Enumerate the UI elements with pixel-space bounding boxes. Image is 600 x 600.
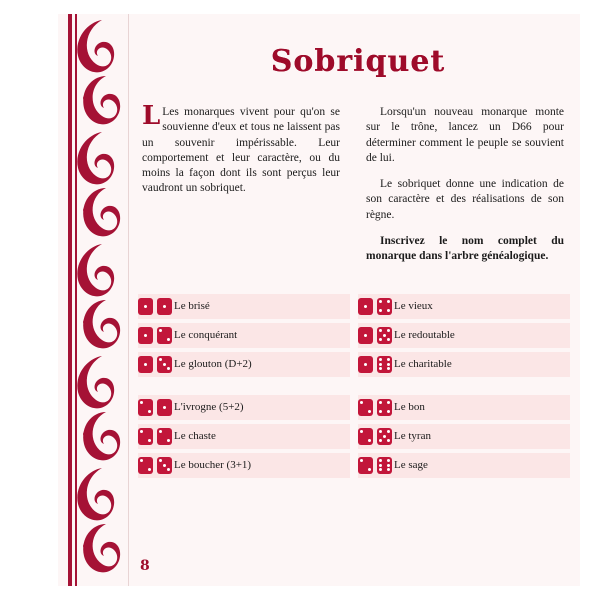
table-row: [138, 395, 570, 420]
intro-paragraph-text: Les monarques vivent pour qu'on se souvienne d'eux et tous ne laissent pas un souvenir impérissable. Leur comportement et leur caractère, ou du moins la façon dont ils sont perçus leur vaudront un sobriquet.: [142, 106, 340, 195]
die-icon: [377, 356, 392, 373]
sobriquet-tables: [136, 294, 580, 478]
table-cell: [138, 352, 350, 377]
column-left: [142, 101, 340, 276]
page-margin-left: [0, 0, 58, 600]
dice-pair: [138, 327, 172, 344]
die-icon: [358, 327, 373, 344]
table-cell: [358, 395, 570, 420]
table-cell-label: Le vieux: [394, 300, 433, 313]
table-cell: [138, 424, 350, 449]
die-icon: [138, 298, 153, 315]
die-icon: [358, 428, 373, 445]
page-margin-top: [0, 0, 600, 14]
table-cell: [358, 424, 570, 449]
die-icon: [377, 399, 392, 416]
die-icon: [377, 428, 392, 445]
dice-pair: [138, 457, 172, 474]
page-margin-bottom: [0, 586, 600, 600]
table-cell-label: Le sage: [394, 459, 428, 472]
dice-pair: [138, 298, 172, 315]
table-cell: [358, 294, 570, 319]
die-icon: [358, 399, 373, 416]
table-cell-label: Le redoutable: [394, 329, 455, 342]
page-title: Sobriquet: [270, 44, 446, 79]
die-icon: [377, 327, 392, 344]
die-icon: [358, 356, 373, 373]
dice-pair: [358, 399, 392, 416]
table-cell: [138, 453, 350, 478]
table-block-1: [138, 294, 570, 377]
table-cell: [358, 352, 570, 377]
die-icon: [157, 457, 172, 474]
paragraph-instruction: Inscrivez le nom complet du monarque dans l'arbre généalogique.: [366, 234, 564, 263]
die-icon: [157, 356, 172, 373]
die-icon: [377, 457, 392, 474]
column-right: [366, 105, 564, 276]
table-cell: [138, 323, 350, 348]
ornamental-border: [62, 14, 128, 586]
die-icon: [138, 399, 153, 416]
die-icon: [358, 298, 373, 315]
table-row: [138, 294, 570, 319]
dice-pair: [138, 356, 172, 373]
table-cell-label: Le boucher (3+1): [174, 459, 252, 472]
table-cell-label: Le chaste: [174, 430, 216, 443]
dice-pair: [138, 399, 172, 416]
dice-pair: [358, 457, 392, 474]
die-icon: [138, 356, 153, 373]
table-row: [138, 352, 570, 377]
table-row: [138, 424, 570, 449]
die-icon: [157, 298, 172, 315]
table-cell-label: Le conquérant: [174, 329, 238, 342]
die-icon: [358, 457, 373, 474]
dice-pair: [138, 428, 172, 445]
paragraph-roll: Lorsqu'un nouveau monarque monte sur le trône, lancez un D66 pour déterminer comment le peuple se souvient de lui.: [366, 106, 564, 164]
table-cell: [138, 294, 350, 319]
table-cell: [138, 395, 350, 420]
die-icon: [377, 298, 392, 315]
paragraph-meaning: Le sobriquet donne une indication de son caractère et des réalisations de son règne.: [366, 178, 564, 221]
table-cell-label: Le glouton (D+2): [174, 358, 252, 371]
die-icon: [157, 327, 172, 344]
intro-paragraph: [142, 101, 340, 197]
die-icon: [157, 399, 172, 416]
page-margin-right: [580, 0, 600, 600]
page-number: 8: [140, 558, 150, 574]
dice-pair: [358, 356, 392, 373]
column-rule: [128, 14, 129, 586]
table-row: [138, 323, 570, 348]
table-cell: [358, 453, 570, 478]
table-cell-label: Le bon: [394, 401, 425, 414]
table-cell-label: L'ivrogne (5+2): [174, 401, 244, 414]
table-cell: [358, 323, 570, 348]
dice-pair: [358, 298, 392, 315]
table-cell-label: Le brisé: [174, 300, 210, 313]
table-row: [138, 453, 570, 478]
die-icon: [138, 428, 153, 445]
die-icon: [157, 428, 172, 445]
die-icon: [138, 457, 153, 474]
dice-pair: [358, 428, 392, 445]
dice-pair: [358, 327, 392, 344]
page-content: [136, 14, 580, 586]
body-columns: [136, 101, 580, 276]
table-cell-label: Le charitable: [394, 358, 452, 371]
table-block-2: [138, 395, 570, 478]
die-icon: [138, 327, 153, 344]
table-cell-label: Le tyran: [394, 430, 431, 443]
drop-cap: L: [142, 101, 161, 131]
